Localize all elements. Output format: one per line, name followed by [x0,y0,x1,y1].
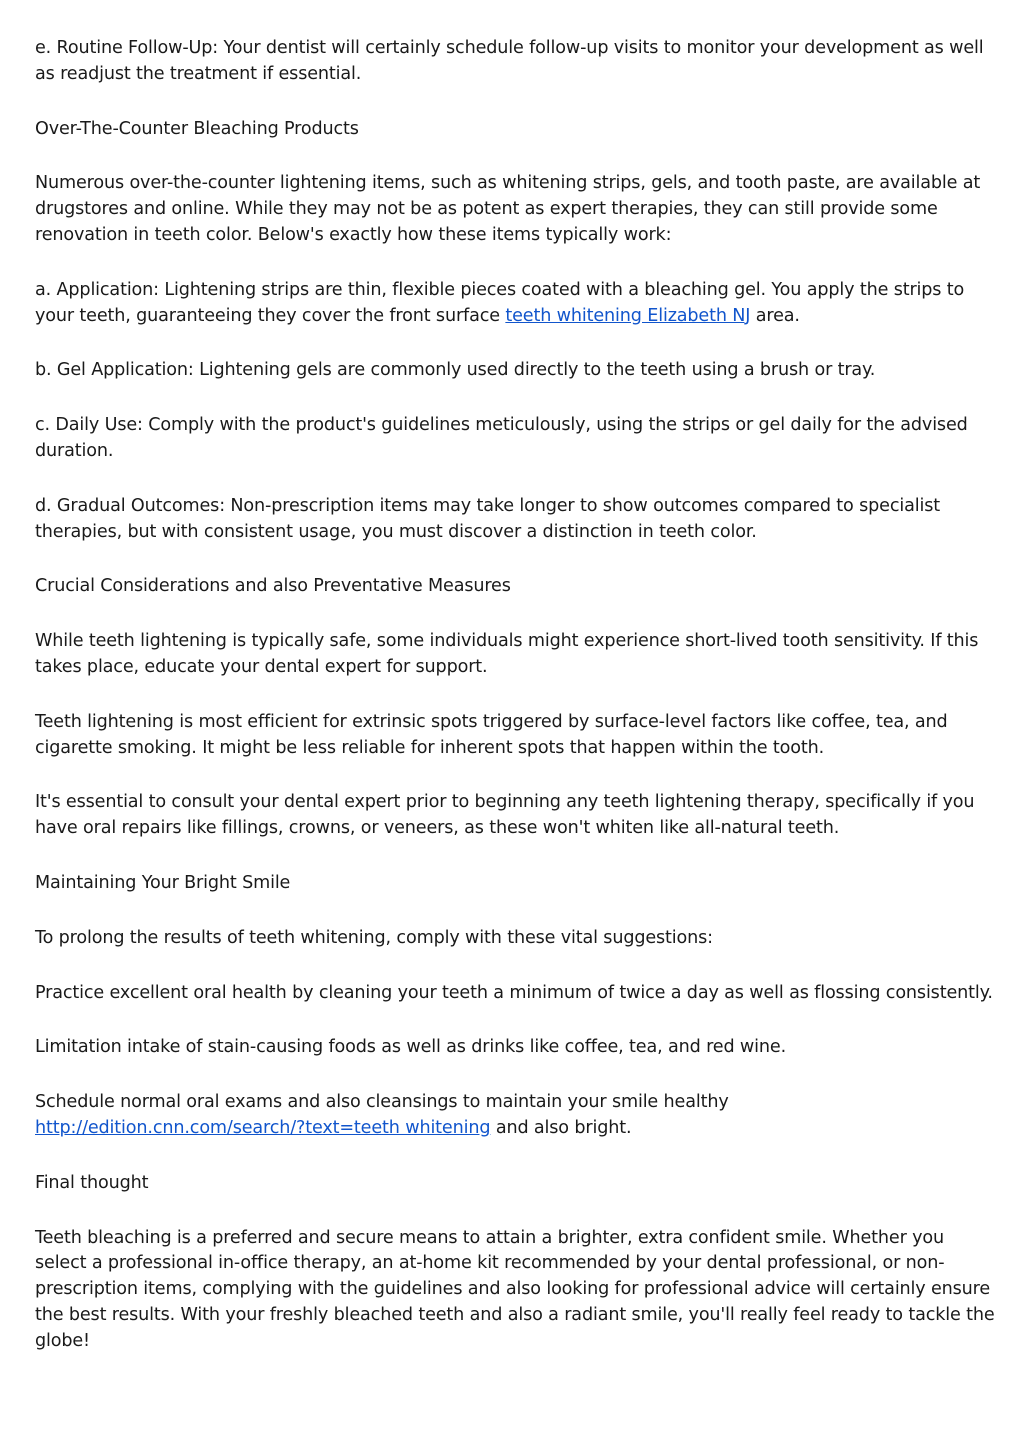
heading-maintaining-smile: Maintaining Your Bright Smile [35,872,291,893]
paragraph-application-tail: area. [750,305,800,326]
paragraph-consult-dentist: It's essential to consult your dental expert prior to beginning any teeth lightening therapy, specifically if you have oral repairs like fillings, crowns, or veneers, as these won't whiten like all-natural teeth. [35,792,975,839]
document-body [35,36,995,1384]
paragraph-oral-health: Practice excellent oral health by cleaning your teeth a minimum of twice a day as well as flossing consistently. [35,982,993,1003]
paragraph-prolong-results: To prolong the results of teeth whitening, comply with these vital suggestions: [35,927,713,948]
paragraph-routine-follow-up: e. Routine Follow-Up: Your dentist will certainly schedule follow-up visits to monitor your development as well as readjust the treatment if essential. [35,38,984,84]
paragraph-schedule-exams-tail: and also bright. [490,1117,632,1138]
paragraph-conclusion: Teeth bleaching is a preferred and secure means to attain a brighter, extra confident smile. Whether you select a professional in-office therapy, an at-home kit recommended by your dental professional, or non-prescription items, complying with the guidelines and also looking for professional advice will certainly ensure the best results. With your freshly bleached teeth and also a radiant smile, you'll really feel ready to tackle the globe! [35,1227,995,1351]
paragraph-sensitivity: While teeth lightening is typically safe, some individuals might experience short-lived tooth sensitivity. If this takes place, educate your dental expert for support. [35,631,979,677]
paragraph-gel-application: b. Gel Application: Lightening gels are commonly used directly to the teeth using a brush or tray. [35,360,876,381]
heading-considerations: Crucial Considerations and also Preventative Measures [35,576,511,597]
cnn-search-link[interactable]: http://edition.cnn.com/search/?text=teeth whitening [35,1117,491,1138]
paragraph-gradual-outcomes: d. Gradual Outcomes: Non-prescription items may take longer to show outcomes compared to specialist therapies, but with consistent usage, you must discover a distinction in teeth color. [35,495,940,542]
paragraph-application [35,278,995,330]
paragraph-schedule-exams [35,1090,995,1142]
paragraph-daily-use: c. Daily Use: Comply with the product's guidelines meticulously, using the strips or gel daily for the advised duration. [35,415,968,461]
paragraph-application-text: a. Application: Lightening strips are thin, flexible pieces coated with a bleaching gel. You apply the strips to your teeth, guaranteeing they cover the front surface [35,279,965,326]
heading-final-thought: Final thought [35,1172,149,1193]
teeth-whitening-elizabeth-link[interactable]: teeth whitening Elizabeth NJ [505,305,751,326]
paragraph-otc-intro: Numerous over-the-counter lightening items, such as whitening strips, gels, and tooth paste, are available at drugstores and online. While they may not be as potent as expert therapies, they can still provide some renovation in teeth color. Below's exactly how these items typically work: [35,173,981,245]
paragraph-schedule-exams-text: Schedule normal oral exams and also cleansings to maintain your smile healthy [35,1092,729,1113]
heading-otc-bleaching-products: Over-The-Counter Bleaching Products [35,118,359,139]
paragraph-extrinsic-spots: Teeth lightening is most efficient for extrinsic spots triggered by surface-level factors like coffee, tea, and cigarette smoking. It might be less reliable for inherent spots that happen within the tooth. [35,711,948,758]
paragraph-limit-intake: Limitation intake of stain-causing foods as well as drinks like coffee, tea, and red wine. [35,1037,787,1058]
